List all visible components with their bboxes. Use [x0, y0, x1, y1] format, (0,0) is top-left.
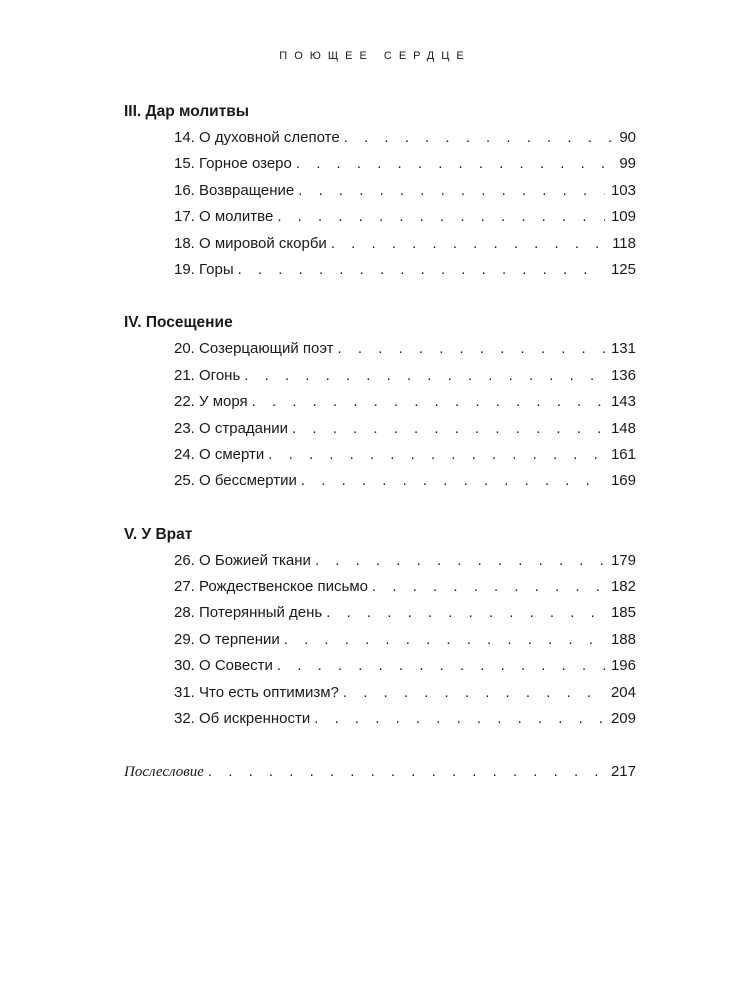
entry-label: 20. Созерцающий поэт — [174, 340, 334, 358]
page-number: 99 — [619, 155, 636, 173]
dot-leader — [314, 706, 605, 732]
dot-leader — [338, 336, 605, 362]
dot-leader — [298, 178, 605, 204]
dot-leader — [343, 680, 605, 706]
entry-label: 32. Об искренности — [174, 710, 311, 728]
entry-label: 31. Что есть оптимизм? — [174, 683, 339, 701]
dot-leader — [331, 231, 606, 257]
toc-entry — [124, 178, 636, 204]
page-number: 161 — [610, 445, 636, 463]
part-3 — [124, 99, 636, 283]
page-number: 196 — [610, 657, 636, 675]
toc-entry — [124, 336, 636, 362]
dot-leader — [372, 574, 605, 600]
entry-label: 23. О страдании — [174, 419, 289, 437]
toc-entry — [124, 653, 636, 679]
dot-leader — [252, 389, 605, 415]
dot-leader — [301, 468, 605, 494]
page-number: 204 — [610, 683, 636, 701]
dot-leader — [296, 151, 613, 177]
dot-leader — [284, 627, 605, 653]
entry-label: 28. Потерянный день — [174, 604, 323, 622]
page-number: 143 — [610, 393, 636, 411]
part-title: III. Дар молитвы — [124, 103, 250, 120]
entry-label: 25. О бессмертии — [174, 472, 297, 490]
dot-leader — [244, 363, 605, 389]
part-title: IV. Посещение — [124, 314, 233, 332]
page-number: 109 — [610, 208, 636, 226]
toc-entry — [124, 600, 636, 626]
page-number: 209 — [610, 710, 636, 728]
page-number: 188 — [610, 630, 636, 648]
afterword-label: Послесловие — [124, 764, 204, 781]
toc-entry — [124, 231, 636, 257]
toc-entry — [124, 574, 636, 600]
page-number: 131 — [610, 340, 636, 358]
entry-label: 17. О молитве — [174, 208, 274, 226]
entry-label: 15. Горное озеро — [174, 155, 292, 173]
toc-entry — [124, 125, 636, 151]
toc-entry — [124, 442, 636, 468]
dot-leader — [277, 204, 605, 230]
entry-label: 24. О смерти — [174, 445, 265, 463]
page-number: 118 — [612, 234, 636, 252]
page-number: 125 — [610, 260, 636, 278]
toc-entry — [124, 548, 636, 574]
dot-leader — [326, 600, 605, 626]
toc-entry — [124, 204, 636, 230]
table-of-contents — [124, 99, 636, 786]
entry-label: 22. У моря — [174, 393, 248, 411]
dot-leader — [268, 442, 605, 468]
toc-entry — [124, 627, 636, 653]
page-number: 185 — [610, 604, 636, 622]
page-number: 179 — [610, 551, 636, 569]
dot-leader — [277, 653, 605, 679]
entry-label: 30. О Совести — [174, 657, 273, 675]
dot-leader — [292, 416, 605, 442]
dot-leader — [238, 257, 605, 283]
page-number: 148 — [610, 419, 636, 437]
page-number: 136 — [610, 366, 636, 384]
toc-entry — [124, 416, 636, 442]
toc-entry — [124, 706, 636, 732]
page-number: 217 — [610, 763, 636, 781]
toc-entry — [124, 363, 636, 389]
entry-label: 18. О мировой скорби — [174, 234, 327, 252]
entry-label: 29. О терпении — [174, 630, 280, 648]
running-head: ПОЮЩЕЕ СЕРДЦЕ — [279, 50, 471, 62]
entry-label: 19. Горы — [174, 260, 234, 278]
dot-leader — [315, 548, 605, 574]
part-title: V. У Врат — [124, 525, 193, 543]
part-4 — [124, 310, 636, 494]
page-number: 90 — [619, 129, 636, 146]
toc-entry — [124, 680, 636, 706]
entry-label: 14. О духовной слепоте — [174, 129, 340, 146]
page-number: 182 — [610, 578, 636, 596]
page-number: 103 — [610, 181, 636, 199]
toc-entry — [124, 257, 636, 283]
dot-leader — [208, 759, 605, 785]
part-5 — [124, 522, 636, 733]
entry-label: 16. Возвращение — [174, 181, 295, 199]
entry-label: 26. О Божией ткани — [174, 551, 311, 569]
toc-entry — [124, 389, 636, 415]
afterword-entry — [124, 759, 636, 785]
entry-label: 21. Огонь — [174, 366, 241, 384]
toc-entry — [124, 468, 636, 494]
entry-label: 27. Рождественское письмо — [174, 578, 369, 596]
page-number: 169 — [610, 472, 636, 490]
dot-leader — [344, 125, 614, 151]
toc-entry — [124, 151, 636, 177]
